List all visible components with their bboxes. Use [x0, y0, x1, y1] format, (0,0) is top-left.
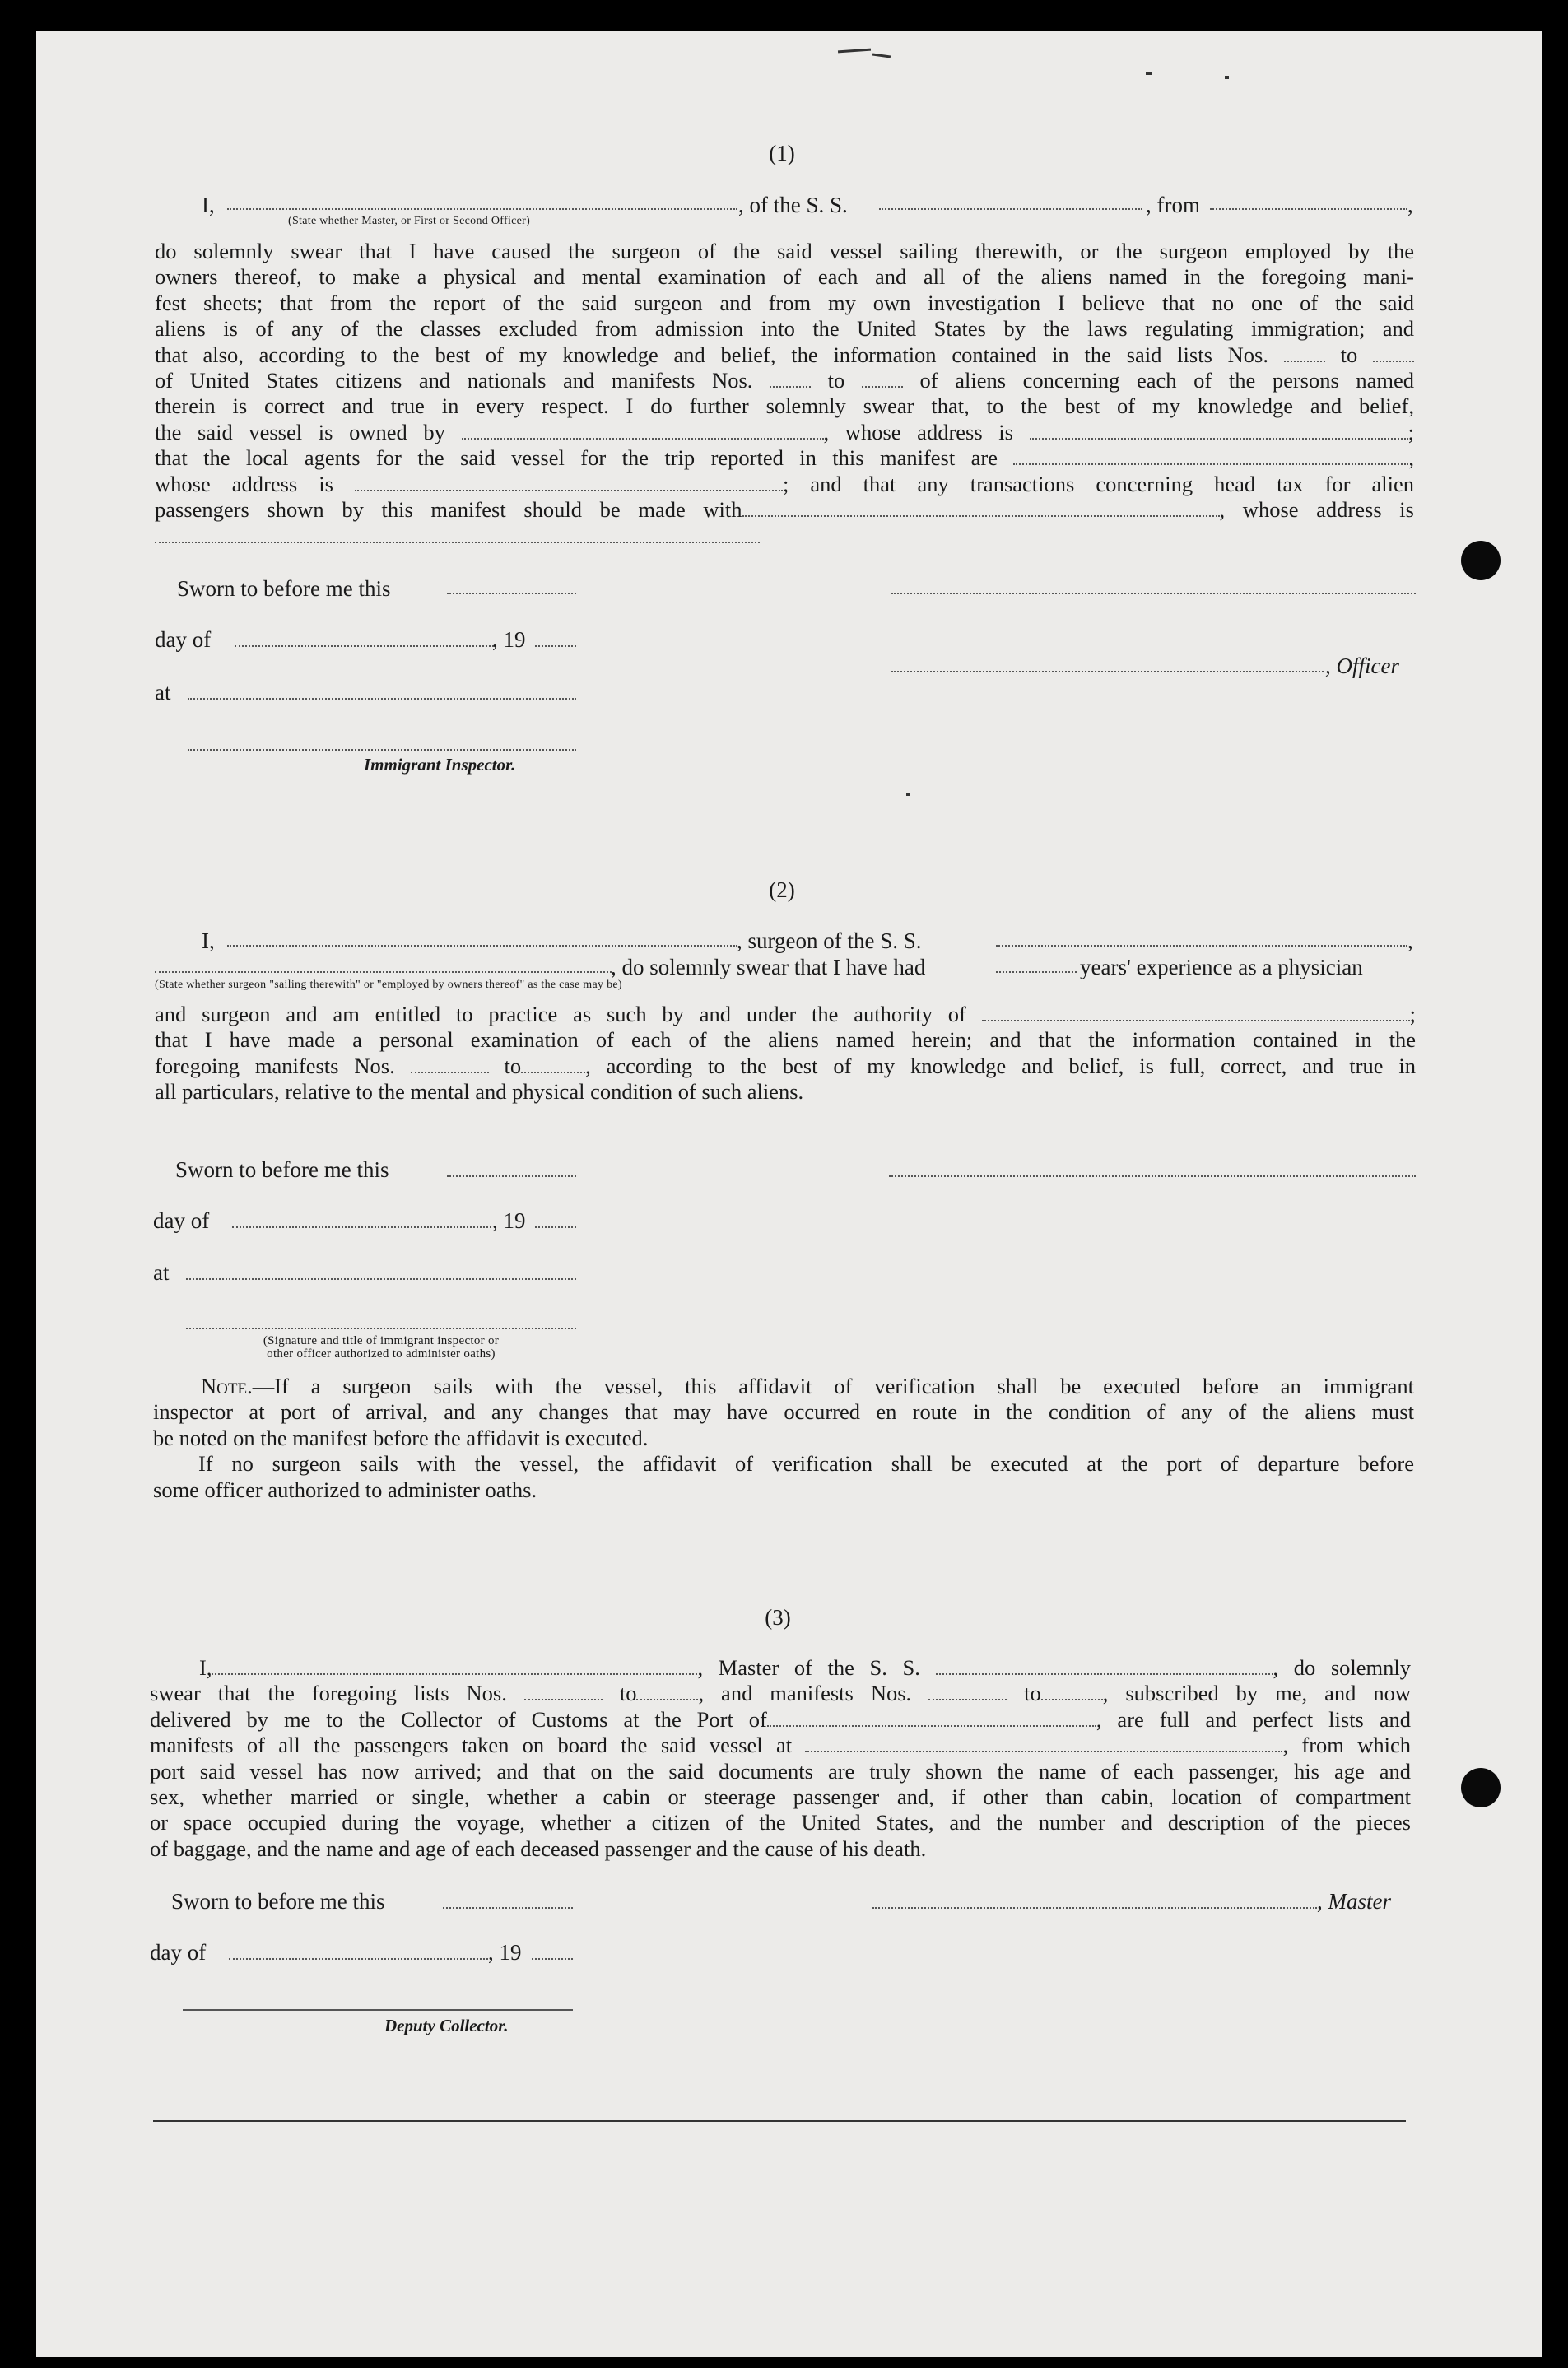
manifests-from-field[interactable] [770, 371, 811, 388]
inspector-signature-field[interactable] [188, 749, 576, 751]
text-line: aliens is of any of the classes excluded from admission into the United States by the laws regulating immigration; and [155, 316, 1414, 342]
solemnly-label: , do solemnly swear that I have had [611, 955, 926, 979]
section-number-3: (3) [765, 1605, 791, 1630]
owner-field[interactable] [462, 423, 824, 440]
place-field[interactable] [186, 1278, 576, 1280]
lists-from-field[interactable] [1284, 346, 1325, 362]
text-line: passengers shown by this manifest should be made with , whose address is [155, 497, 1414, 523]
text-line: that the local agents for the said vessel for the trip reported in this manifest are , [155, 445, 1415, 471]
at-label: at [153, 1260, 170, 1285]
text-line: foregoing manifests Nos. to , according to the best of my knowledge and belief, is full, correct, and true in [155, 1053, 1416, 1078]
section-number-1: (1) [769, 141, 795, 165]
note-line: some officer authorized to administer oaths. [153, 1477, 537, 1502]
sworn-day-field[interactable] [447, 1175, 576, 1177]
deputy-label: Deputy Collector. [384, 2016, 509, 2035]
signature-caption-1: (Signature and title of immigrant inspector or [263, 1334, 500, 1347]
manifests-from-field[interactable] [928, 1684, 1007, 1700]
sworn-label: Sworn to before me this [177, 576, 391, 601]
day-of-label: day of [155, 627, 212, 652]
text-line: delivered by me to the Collector of Customs at the Port of , are full and perfect lists and [150, 1706, 1411, 1732]
scan-mark [1225, 76, 1229, 79]
at-label: at [155, 680, 171, 705]
surgeon-name-field[interactable] [227, 945, 737, 947]
sworn-label: Sworn to before me this [171, 1889, 385, 1914]
comma: , [1407, 193, 1413, 217]
authority-field[interactable] [982, 1005, 1410, 1021]
punch-hole [1461, 1768, 1501, 1807]
affidavit-2-text [155, 1002, 1416, 1105]
year-field[interactable] [532, 1958, 573, 1960]
sworn-label: Sworn to before me this [175, 1157, 389, 1182]
agents-address-field[interactable] [355, 475, 783, 491]
text-line: the said vessel is owned by , whose address is ; [155, 419, 1415, 444]
note-line: If no surgeon sails with the vessel, the affidavit of verification shall be executed at the port of departure before [198, 1451, 1414, 1477]
i-label: I, [202, 928, 215, 953]
manifests-to-field[interactable] [1041, 1684, 1103, 1700]
note-label: Note. [201, 1374, 253, 1398]
officer-signature-field[interactable] [891, 593, 1416, 594]
deputy-signature-field[interactable] [183, 2009, 573, 2011]
ship-name-field[interactable] [936, 1659, 1273, 1675]
year-field[interactable] [535, 1226, 576, 1228]
inspector-label: Immigrant Inspector. [364, 755, 516, 775]
ship-name-field[interactable] [996, 945, 1407, 947]
text-line: port said vessel has now arrived; and that on the said documents are truly shown the name of each passenger, his age and [150, 1758, 1411, 1784]
rank-caption: (State whether Master, or First or Second Officer) [288, 215, 531, 227]
lists-from-field[interactable] [524, 1684, 603, 1700]
affidavit-3-text [150, 1655, 1411, 1862]
of-ss-label: , of the S. S. [738, 193, 848, 217]
boarding-port-field[interactable] [805, 1736, 1282, 1752]
day-of-label: day of [150, 1940, 207, 1965]
text-line: therein is correct and true in every respect. I do further solemnly swear that, to the best of my knowledge and belief, [155, 393, 1414, 419]
text-line: I, , Master of the S. S. , do solemnly [199, 1655, 1412, 1680]
section-number-2: (2) [769, 877, 795, 902]
text-line: do solemnly swear that I have caused the surgeon of the said vessel sailing therewith, or the surgeon employed by the [155, 239, 1414, 263]
i-label: I, [202, 193, 215, 217]
note-text [153, 1374, 1414, 1503]
note-line: inspector at port of arrival, and any changes that may have occurred en route in the condition of any of the aliens must [153, 1399, 1414, 1425]
master-name-field[interactable] [212, 1659, 697, 1675]
text-line: of baggage, and the name and age of each deceased passenger and the cause of his death. [150, 1835, 927, 1861]
surgeon-signature-field[interactable] [889, 1175, 1416, 1177]
master-signature-field[interactable] [872, 1907, 1317, 1909]
inspector-signature-field[interactable] [186, 1328, 576, 1329]
note-line: be noted on the manifest before the affidavit is executed. [153, 1425, 649, 1450]
surgeon-status-caption: (State whether surgeon "sailing therewith" or "employed by owners thereof" as the case may be) [155, 979, 622, 991]
sworn-day-field[interactable] [443, 1907, 573, 1909]
experience-label: years' experience as a physician [1080, 955, 1363, 979]
note-line: Note.—If a surgeon sails with the vessel, this affidavit of verification shall be executed before an immigrant [201, 1374, 1414, 1398]
text-line: swear that the foregoing lists Nos. to , and manifests Nos. to , subscribed by me, and now [150, 1681, 1412, 1706]
lists-to-field[interactable] [636, 1684, 698, 1700]
text-line: owners thereof, to make a physical and mental examination of each and all of the aliens named in the foregoing mani- [155, 264, 1414, 290]
port-field[interactable] [767, 1710, 1096, 1727]
manifests-to-field[interactable] [862, 371, 903, 388]
years-field[interactable] [996, 971, 1077, 973]
comma: , [1407, 928, 1413, 953]
year-label: , 19 [488, 1940, 522, 1965]
place-field[interactable] [188, 698, 576, 700]
officer-name-field[interactable] [891, 671, 1324, 672]
text-line: sex, whether married or single, whether a cabin or steerage passenger and, if other than cabin, location of compartment [150, 1784, 1411, 1810]
text-line: and surgeon and am entitled to practice as such by and under the authority of ; [155, 1002, 1417, 1026]
month-field[interactable] [235, 645, 494, 647]
text-line: or space occupied during the voyage, whether a citizen of the United States, and the number and description of the pieces [150, 1810, 1411, 1835]
text-line: of United States citizens and nationals and manifests Nos. to of aliens concerning each of the persons named [155, 368, 1415, 393]
year-label: , 19 [492, 1208, 526, 1233]
year-field[interactable] [535, 645, 576, 647]
surgeon-status-field[interactable] [155, 971, 612, 973]
day-of-label: day of [153, 1208, 210, 1233]
head-tax-address-field[interactable] [155, 542, 760, 543]
local-agents-field[interactable] [1013, 449, 1408, 465]
month-field[interactable] [229, 1958, 488, 1960]
ship-name-field[interactable] [879, 208, 1142, 210]
text-line: that I have made a personal examination of each of the aliens named herein; and that the information contained in the [155, 1027, 1416, 1053]
manifests-from-field[interactable] [411, 1057, 489, 1073]
punch-hole [1461, 541, 1501, 580]
officer-rank-field[interactable] [227, 208, 737, 210]
lists-to-field[interactable] [1373, 346, 1414, 362]
master-label: , Master [1317, 1889, 1391, 1914]
signature-caption-2: other officer authorized to administer oaths) [267, 1347, 496, 1361]
text-line: whose address is ; and that any transactions concerning head tax for alien [155, 471, 1415, 496]
owner-address-field[interactable] [1030, 423, 1408, 440]
from-label: , from [1146, 193, 1200, 217]
scan-mark [906, 793, 910, 796]
text-line: all particulars, relative to the mental and physical condition of such aliens. [155, 1079, 804, 1105]
scan-mark [1146, 72, 1152, 75]
head-tax-field[interactable] [742, 500, 1220, 517]
officer-label: , Officer [1325, 654, 1399, 678]
text-line: manifests of all the passengers taken on board the said vessel at , from which [150, 1733, 1412, 1758]
from-port-field[interactable] [1210, 208, 1407, 210]
text-line: that also, according to the best of my knowledge and belief, the information contained in the said lists Nos. to [155, 342, 1414, 368]
text-line: fest sheets; that from the report of the said surgeon and from my own investigation I believe that no one of the said [155, 290, 1414, 315]
bottom-rule [153, 2120, 1406, 2122]
surgeon-of-label: , surgeon of the S. S. [737, 928, 922, 953]
affidavit-1-text [155, 239, 1414, 523]
year-label: , 19 [492, 627, 526, 652]
manifests-to-field[interactable] [521, 1057, 585, 1073]
month-field[interactable] [232, 1226, 491, 1228]
sworn-day-field[interactable] [447, 593, 576, 594]
